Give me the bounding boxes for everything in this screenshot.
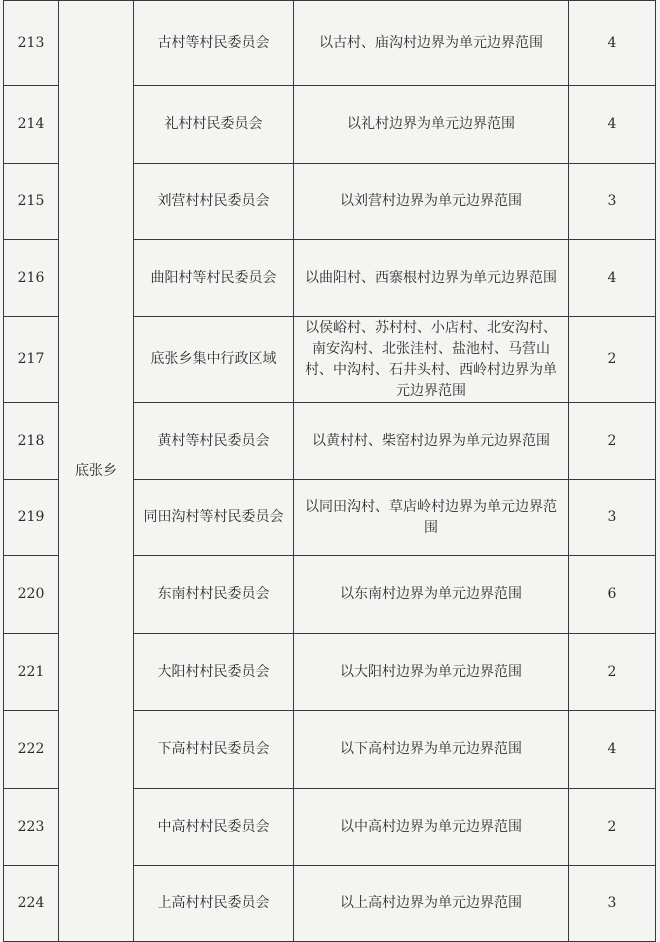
committee-name: 曲阳村等村民委员会 xyxy=(134,240,294,317)
unit-count: 2 xyxy=(569,789,656,866)
committee-name: 同田沟村等村民委员会 xyxy=(134,480,294,556)
unit-count: 2 xyxy=(569,317,656,403)
committee-name: 古村等村民委员会 xyxy=(134,1,294,86)
boundary-scope: 以下高村边界为单元边界范围 xyxy=(294,711,569,789)
unit-boundary-table xyxy=(3,0,656,942)
boundary-scope: 以曲阳村、西寨根村边界为单元边界范围 xyxy=(294,240,569,317)
town-name: 底张乡 xyxy=(59,1,134,942)
boundary-scope: 以礼村边界为单元边界范围 xyxy=(294,86,569,164)
row-number: 215 xyxy=(4,164,59,240)
boundary-scope: 以中高村边界为单元边界范围 xyxy=(294,789,569,866)
table-row xyxy=(4,1,656,86)
unit-count: 3 xyxy=(569,480,656,556)
boundary-scope: 以同田沟村、草店岭村边界为单元边界范围 xyxy=(294,480,569,556)
unit-count: 2 xyxy=(569,634,656,711)
committee-name: 礼村村民委员会 xyxy=(134,86,294,164)
committee-name: 上高村村民委员会 xyxy=(134,866,294,942)
row-number: 223 xyxy=(4,789,59,866)
row-number: 216 xyxy=(4,240,59,317)
committee-name: 下高村村民委员会 xyxy=(134,711,294,789)
row-number: 214 xyxy=(4,86,59,164)
unit-count: 2 xyxy=(569,403,656,480)
committee-name: 底张乡集中行政区域 xyxy=(134,317,294,403)
boundary-scope: 以大阳村边界为单元边界范围 xyxy=(294,634,569,711)
boundary-scope: 以刘营村边界为单元边界范围 xyxy=(294,164,569,240)
row-number: 222 xyxy=(4,711,59,789)
committee-name: 东南村村民委员会 xyxy=(134,556,294,634)
committee-name: 刘营村村民委员会 xyxy=(134,164,294,240)
boundary-scope: 以古村、庙沟村边界为单元边界范围 xyxy=(294,1,569,86)
row-number: 213 xyxy=(4,1,59,86)
row-number: 217 xyxy=(4,317,59,403)
unit-count: 4 xyxy=(569,1,656,86)
row-number: 220 xyxy=(4,556,59,634)
unit-count: 4 xyxy=(569,86,656,164)
boundary-scope: 以侯峪村、苏村村、小店村、北安沟村、南安沟村、北张洼村、盐池村、马营山村、中沟村、石井头村、西岭村边界为单元边界范围 xyxy=(294,317,569,403)
unit-count: 6 xyxy=(569,556,656,634)
boundary-scope: 以黄村村、柴窑村边界为单元边界范围 xyxy=(294,403,569,480)
row-number: 224 xyxy=(4,866,59,942)
unit-count: 3 xyxy=(569,164,656,240)
committee-name: 黄村等村民委员会 xyxy=(134,403,294,480)
row-number: 219 xyxy=(4,480,59,556)
row-number: 218 xyxy=(4,403,59,480)
committee-name: 中高村村民委员会 xyxy=(134,789,294,866)
unit-count: 4 xyxy=(569,240,656,317)
unit-count: 4 xyxy=(569,711,656,789)
boundary-scope: 以东南村边界为单元边界范围 xyxy=(294,556,569,634)
boundary-scope: 以上高村边界为单元边界范围 xyxy=(294,866,569,942)
unit-count: 3 xyxy=(569,866,656,942)
committee-name: 大阳村村民委员会 xyxy=(134,634,294,711)
row-number: 221 xyxy=(4,634,59,711)
